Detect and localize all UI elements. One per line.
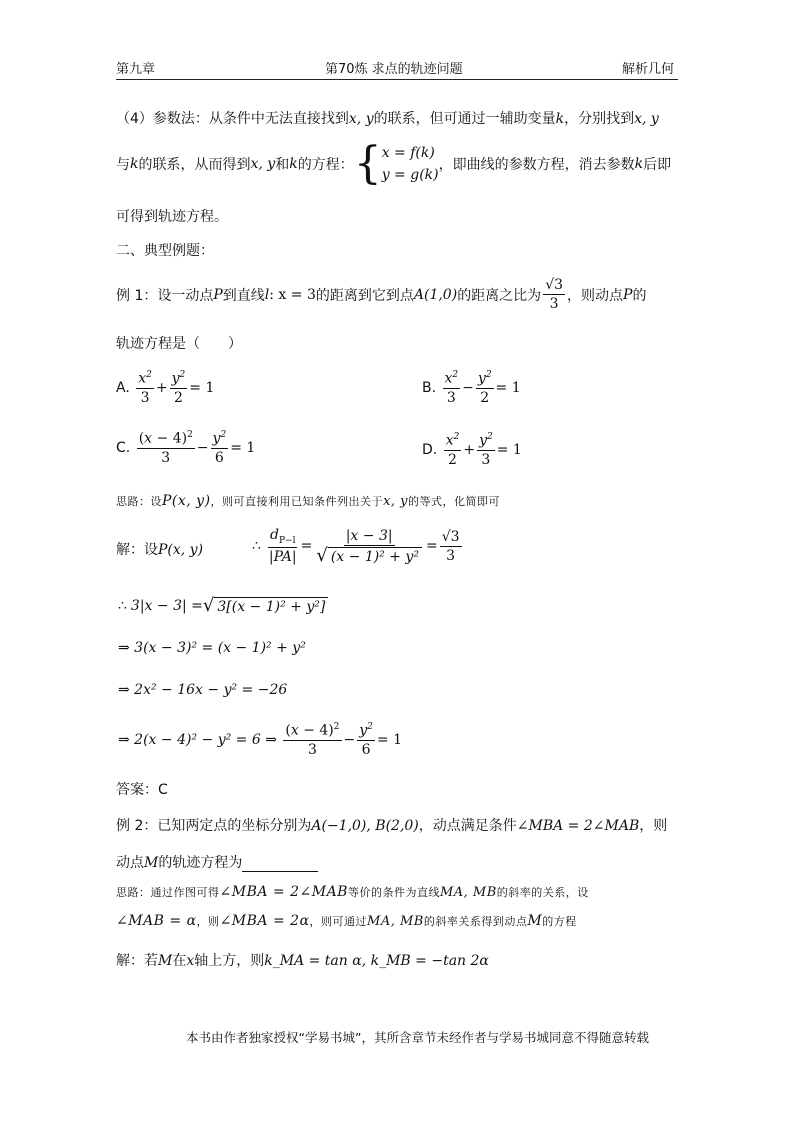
- step-1: ∴ 3|x − 3| = √ 3[(x − 1)² + y²]: [118, 597, 328, 615]
- system-brace: {: [353, 138, 382, 190]
- option-b[interactable]: B. $\frac{x^2}{3}$ − $\frac{y^2}{2}$ = 1: [422, 370, 521, 406]
- ex2-thinking-2: ∠MAB = α，则∠MBA = 2α，则可通过MA, MB的斜率关系得到动点M的方程: [116, 913, 577, 929]
- header-rule: [116, 79, 678, 80]
- header-title: 第70炼 求点的轨迹问题: [325, 62, 463, 77]
- ex1-thinking: 思路：设P(x, y)，则可直接利用已知条件列出关于x, y的等式，化简即可: [116, 493, 501, 509]
- step-2: ⇒ 3(x − 3)² = (x − 1)² + y²: [118, 640, 306, 656]
- header-section: 解析几何: [622, 62, 675, 77]
- ex1-answer: 答案：C: [116, 782, 168, 798]
- param-system: x = f(k) y = g(k): [381, 145, 439, 184]
- ex2-line2: 动点M的轨迹方程为: [116, 852, 318, 872]
- ratio-fraction: $\frac{√3}{3}$: [545, 277, 564, 313]
- ex2-line1: 例 2：已知两定点的坐标分别为A(−1,0), B(2,0)，动点满足条件∠MBA = 2∠MAB，则: [116, 818, 668, 834]
- step-3: ⇒ 2x² − 16x − y² = −26: [118, 682, 288, 698]
- ex2-solution: 解：若M在x轴上方，则k_MA = tan α, k_MB = −tan 2α: [116, 953, 489, 969]
- method4-line2: 与 k 的联系，从而得到 x, y 和 k 的方程： { x = f(k) y = g(k) ，即曲线的参数方程，消去参数 k 后即: [116, 138, 672, 190]
- ratio-equation: ∴ $\frac{d_{P-l}}{|PA|}$ = |x − 3| √ (x − 1)² + y² = $\frac{√3}{3}$: [252, 527, 460, 566]
- method4-line1: （4）参数法：从条件中无法直接找到x, y的联系，但可通过一辅助变量k，分别找到x, y: [116, 111, 659, 127]
- header-chapter: 第九章: [116, 62, 156, 77]
- ex1-solution-start: 解：设P(x, y): [116, 542, 204, 558]
- footer-copyright: 本书由作者独家授权“学易书城”，其所含章节未经作者与学易书城同意不得随意转载: [186, 1030, 649, 1045]
- option-a[interactable]: A. $\frac{x^2}{3}$ + $\frac{y^2}{2}$ = 1: [116, 370, 215, 406]
- ex1-line2: 轨迹方程是（ ）: [116, 336, 242, 352]
- method4-line3: 可得到轨迹方程。: [116, 209, 228, 225]
- section-heading: 二、典型例题：: [116, 243, 214, 259]
- answer-blank[interactable]: [242, 857, 318, 872]
- step-4: ⇒ 2(x − 4)² − y² = 6 ⇒ $\frac{(x - 4)^2}{3}$ − $\frac{y^2}{6}$ = 1: [118, 722, 402, 758]
- ex1-line1: 例 1：设一动点 P 到直线 l : x = 3 的距离到它到点 A(1,0) 的距离之比为 $\frac{√3}{3}$ ，则动点 P 的: [116, 277, 647, 313]
- option-c[interactable]: C. $\frac{(x - 4)^2}{3}$ − $\frac{y^2}{6}$ = 1: [116, 430, 256, 466]
- option-d[interactable]: D. $\frac{x^2}{2}$ + $\frac{y^2}{3}$ = 1: [422, 432, 522, 468]
- ex2-thinking-1: 思路：通过作图可得∠MBA = 2∠MAB等价的条件为直线MA, MB的斜率的关系，设: [116, 884, 589, 900]
